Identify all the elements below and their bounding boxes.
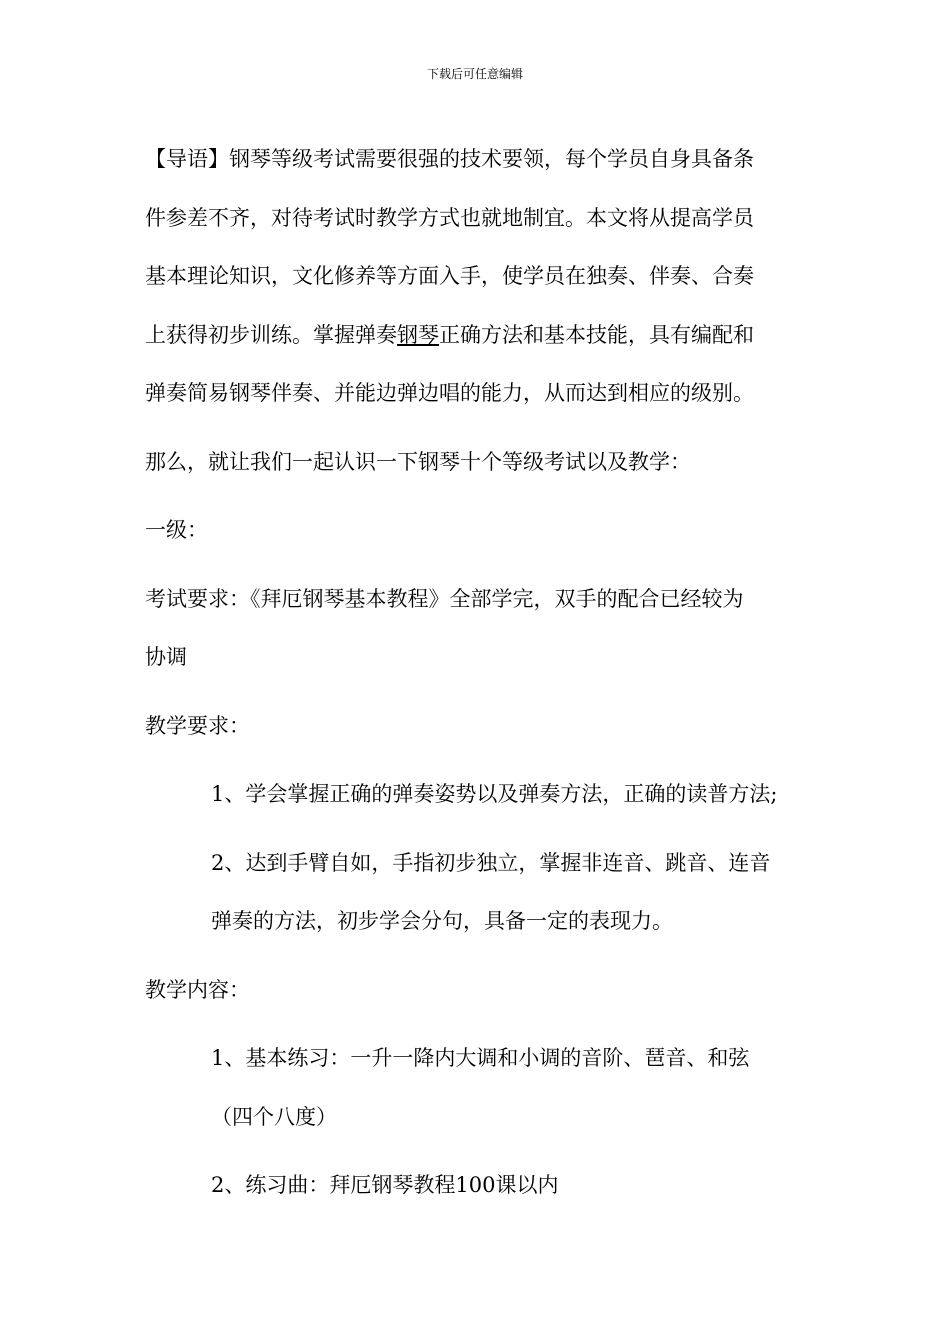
intro-line-5: 弹奏简易钢琴伴奏、并能边弹边唱的能力，从而达到相应的级别。 [145, 381, 754, 405]
intro-line-4-end: 正确方法和基本技能，具有编配和 [439, 322, 754, 347]
intro-line-4-start: 上获得初步训练。掌握弹奏 [145, 322, 397, 347]
teaching-content-item-2: 2、练习曲：拜厄钢琴教程100课以内 [211, 1173, 559, 1197]
teaching-content-item-1-line-2: （四个八度） [211, 1104, 337, 1129]
level-heading: 一级： [145, 518, 208, 542]
exam-requirement-line-2: 协调 [145, 645, 187, 669]
teaching-requirement-item-1: 1、学会掌握正确的弹奏姿势以及弹奏方法，正确的读普方法; [211, 782, 778, 806]
document-body [145, 130, 810, 1215]
exam-requirement-line-1: 考试要求：《拜厄钢琴基本教程》全部学完，双手的配合已经较为 [145, 586, 744, 611]
teaching-requirement-item-2-line-1: 2、达到手臂自如，手指初步独立，掌握非连音、跳音、连音 [211, 850, 771, 875]
teaching-requirement-heading: 教学要求： [145, 713, 250, 738]
teaching-requirement-item-2-line-2: 弹奏的方法，初步学会分句，具备一定的表现力。 [211, 909, 673, 933]
page-header: 下载后可任意编辑 [426, 67, 523, 81]
transition-text: 那么，就让我们一起认识一下钢琴十个等级考试以及教学： [145, 449, 691, 474]
intro-line-2: 件参差不齐，对待考试时教学方式也就地制宜。本文将从提高学员 [145, 205, 754, 230]
intro-line-3: 基本理论知识，文化修养等方面入手，使学员在独奏、伴奏、合奏 [145, 264, 754, 288]
piano-link[interactable]: 钢琴 [397, 322, 439, 347]
teaching-content-item-1-line-1: 1、基本练习：一升一降内大调和小调的音阶、琶音、和弦 [211, 1046, 750, 1070]
teaching-content-heading: 教学内容： [145, 977, 250, 1002]
intro-line-1: 【导语】钢琴等级考试需要很强的技术要领，每个学员自身具备条 [145, 147, 754, 171]
intro-line-4 [145, 306, 810, 365]
